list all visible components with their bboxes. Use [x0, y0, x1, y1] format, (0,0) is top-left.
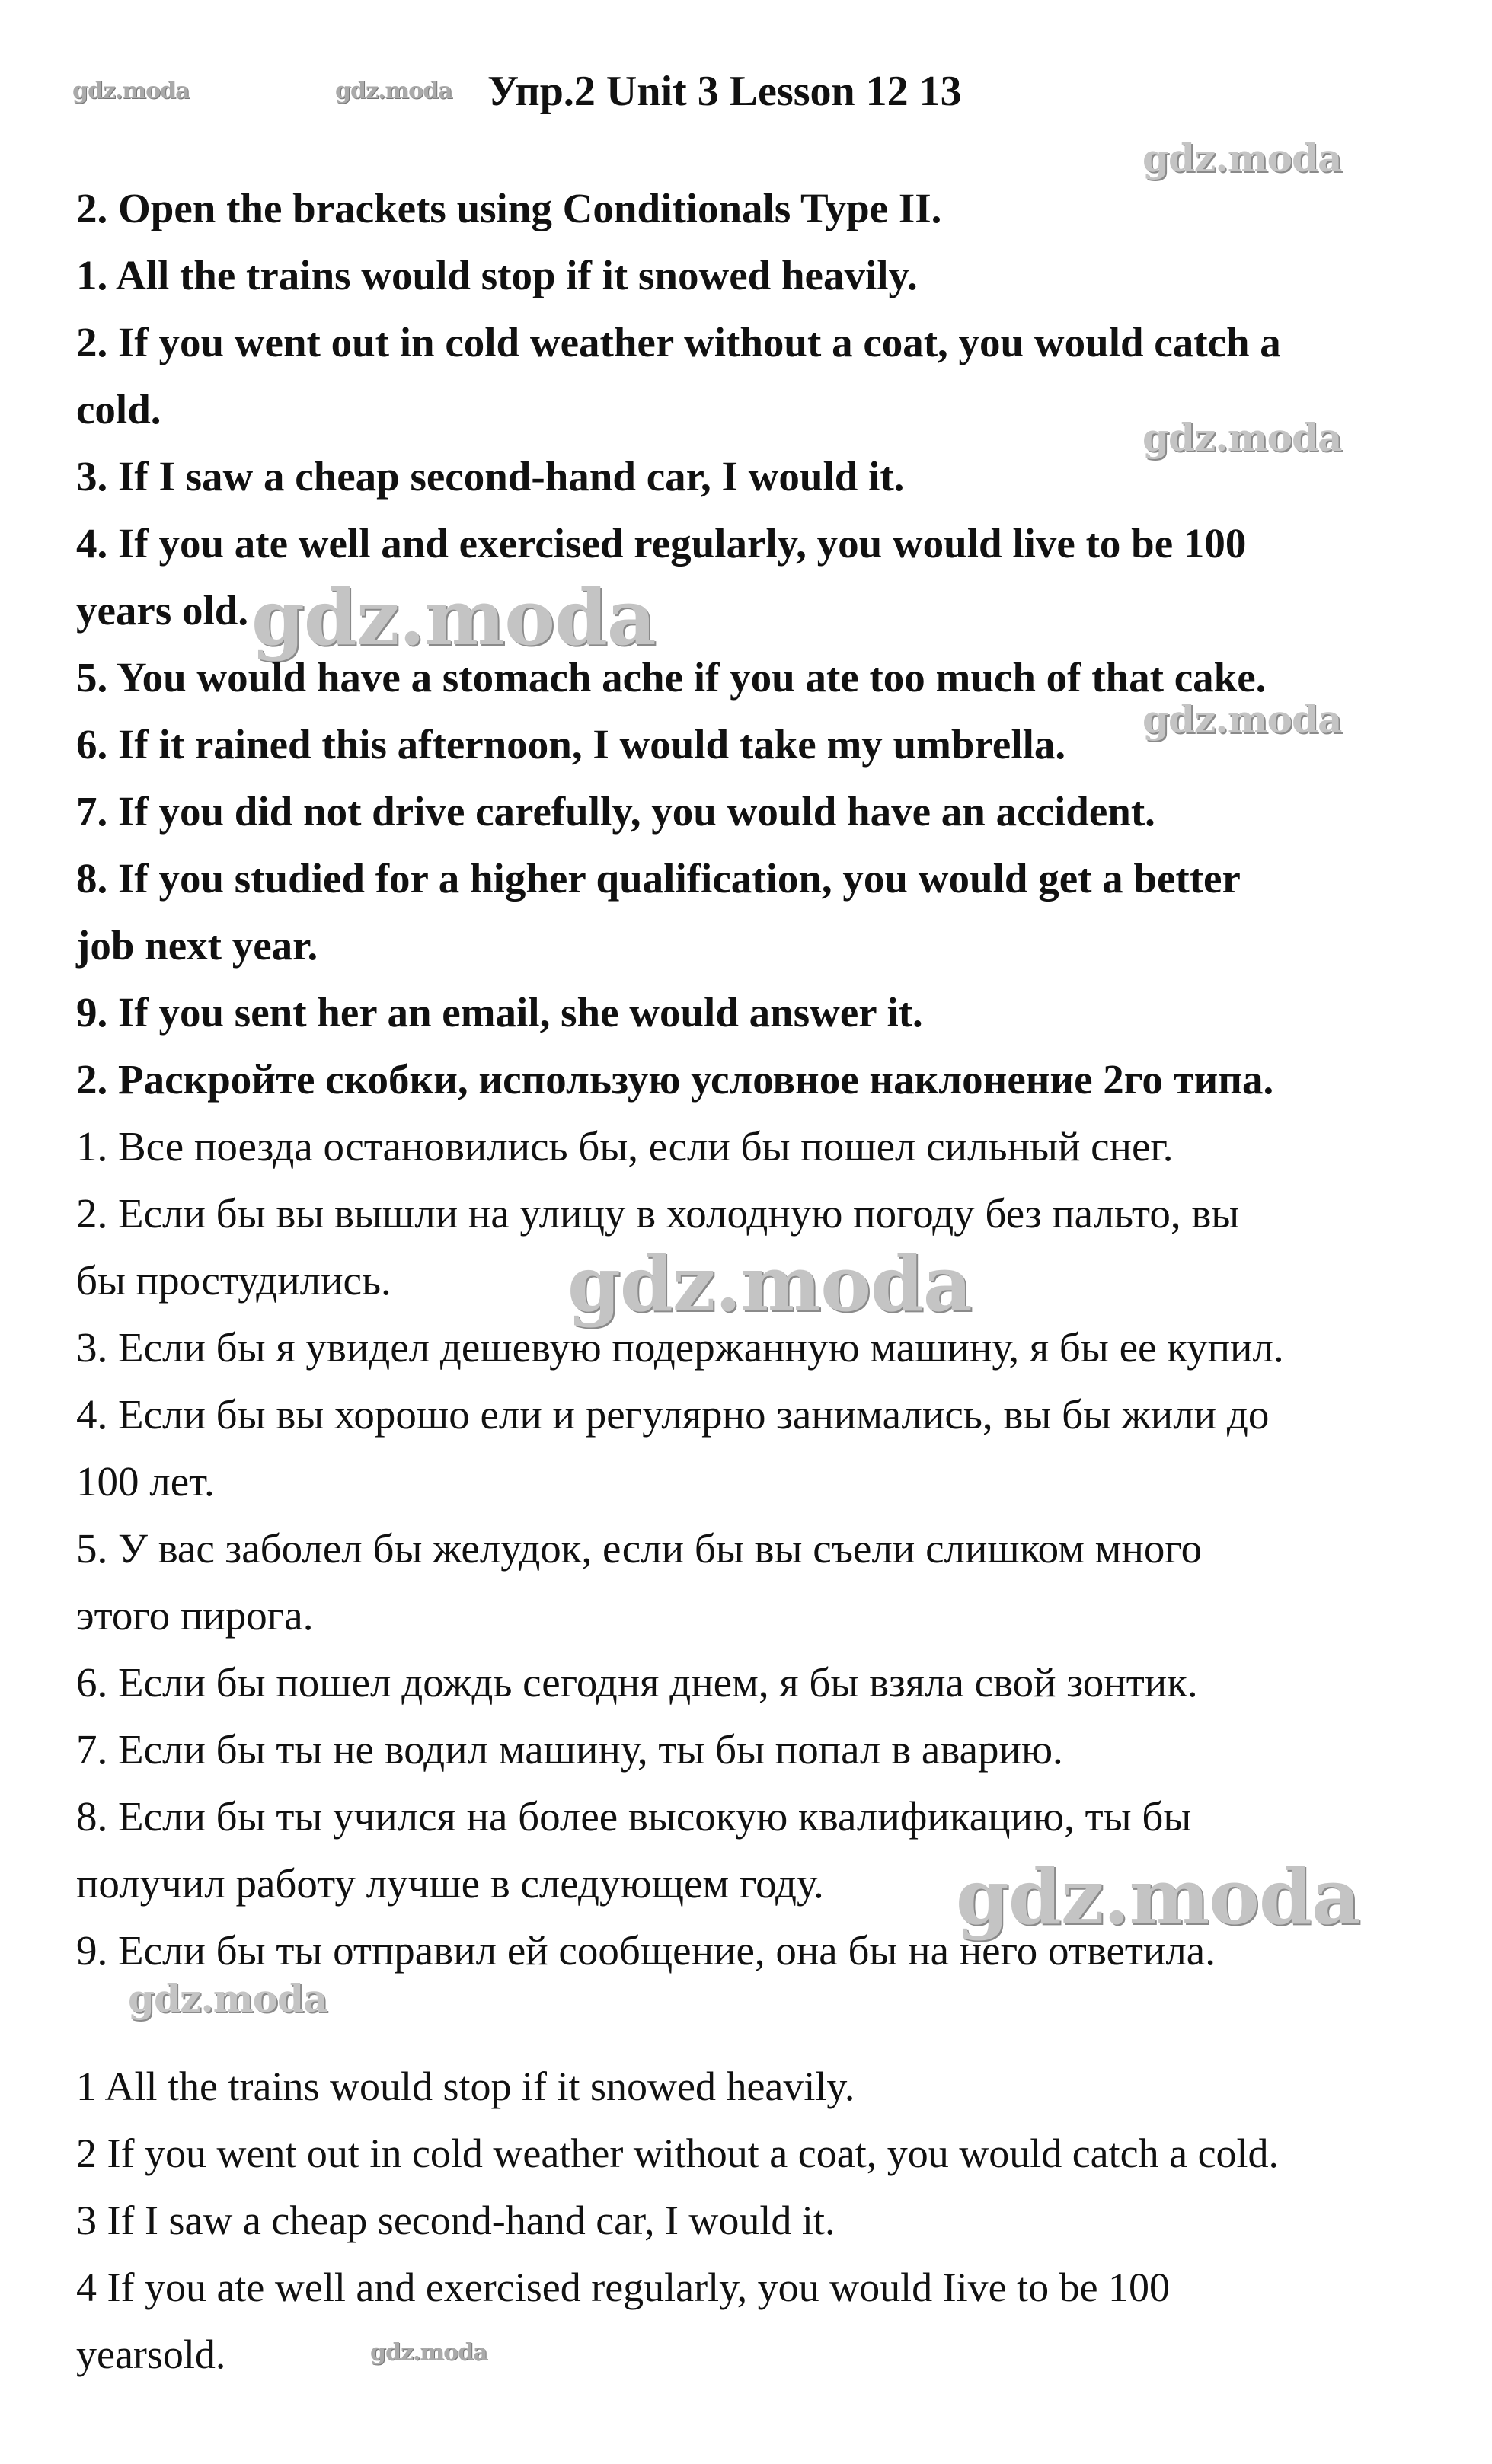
english-line: 2. If you went out in cold weather without a coat, you would catch a	[76, 319, 1281, 365]
watermark: gdz.moda	[251, 573, 656, 662]
english-line: 9. If you sent her an email, she would answer it.	[76, 989, 923, 1036]
english-line: job next year.	[76, 922, 318, 969]
watermark: gdz.moda	[128, 1976, 327, 2021]
russian-line: получил работу лучше в следующем году.	[76, 1860, 824, 1907]
english-line: 8. If you studied for a higher qualification, you would get a better	[76, 855, 1241, 902]
russian-line: 7. Если бы ты не водил машину, ты бы попал в аварию.	[76, 1726, 1063, 1773]
plain-line: 1 All the trains would stop if it snowed heavily.	[76, 2063, 855, 2109]
watermark: gdz.moda	[1142, 697, 1342, 742]
watermark: gdz.moda	[1142, 415, 1342, 460]
english-line: cold.	[76, 386, 161, 432]
plain-line: 3 If I saw a cheap second-hand car, I would it.	[76, 2197, 835, 2243]
watermark: gdz.moda	[1142, 136, 1342, 180]
page-title: Упр.2 Unit 3 Lesson 12 13	[487, 68, 962, 115]
russian-line: этого пирога.	[76, 1592, 314, 1639]
russian-line: 6. Если бы пошел дождь сегодня днем, я бы взяла свой зонтик.	[76, 1659, 1198, 1706]
russian-line: 5. У вас заболел бы желудок, если бы вы съели слишком много	[76, 1525, 1203, 1572]
watermark: gdz.moda	[72, 78, 190, 104]
english-line: years old.	[76, 587, 249, 634]
plain-line: 4 If you ate well and exercised regularly, you would Iive to be 100	[76, 2265, 1171, 2310]
russian-line: 9. Если бы ты отправил ей сообщение, она бы на него ответила.	[76, 1927, 1216, 1974]
russian-line: 8. Если бы ты учился на более высокую квалификацию, ты бы	[76, 1793, 1192, 1840]
russian-line: 2. Если бы вы вышли на улицу в холодную погоду без пальто, вы	[76, 1190, 1240, 1237]
english-line: 6. If it rained this afternoon, I would take my umbrella.	[76, 721, 1066, 768]
english-line: 5. You would have a stomach ache if you ate too much of that cake.	[76, 654, 1267, 701]
russian-line: бы простудились.	[76, 1257, 391, 1304]
english-line: 4. If you ate well and exercised regularly, you would live to be 100	[76, 520, 1247, 567]
watermark: gdz.moda	[370, 2339, 487, 2366]
russian-line: 100 лет.	[76, 1458, 215, 1505]
english-line: 1. All the trains would stop if it snowed heavily.	[76, 252, 918, 298]
english-line: 7. If you did not drive carefully, you would have an accident.	[76, 788, 1155, 835]
russian-heading: 2. Раскройте скобки, использую условное наклонение 2го типа.	[76, 1056, 1274, 1103]
russian-line: 3. Если бы я увидел дешевую подержанную машину, я бы ее купил.	[76, 1324, 1284, 1371]
english-line: 3. If I saw a cheap second-hand car, I would it.	[76, 453, 905, 500]
watermark: gdz.moda	[567, 1239, 972, 1329]
english-heading: 2. Open the brackets using Conditionals Type II.	[76, 185, 942, 231]
watermark: gdz.moda	[956, 1852, 1360, 1942]
watermark: gdz.moda	[335, 78, 452, 104]
plain-line: yearsold.	[76, 2332, 226, 2377]
russian-line: 1. Все поезда остановились бы, если бы пошел сильный снег.	[76, 1123, 1174, 1170]
plain-line: 2 If you went out in cold weather without a coat, you would catch a cold.	[76, 2130, 1280, 2176]
russian-line: 4. Если бы вы хорошо ели и регулярно занимались, вы бы жили до	[76, 1391, 1270, 1438]
